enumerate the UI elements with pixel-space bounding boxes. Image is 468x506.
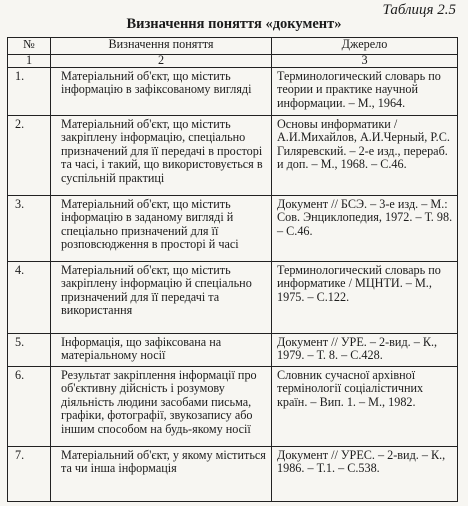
column-index: 2 bbox=[51, 55, 272, 68]
table-row bbox=[8, 334, 458, 367]
table-title: Визначення поняття «документ» bbox=[126, 16, 342, 32]
row-definition: Інформація, що зафіксована на матеріальному носії bbox=[51, 334, 272, 367]
row-number: 3. bbox=[8, 196, 51, 262]
row-source: Основы информатики / А.И.Михайлов, А.И.Черный, Р.С. Гиляревский. – 2-е изд., перераб. и доп. – М., 1968. – С.46. bbox=[272, 116, 458, 196]
table-row bbox=[8, 116, 458, 196]
header-source: Джерело bbox=[272, 38, 458, 55]
column-index: 1 bbox=[8, 55, 51, 68]
row-number: 1. bbox=[8, 68, 51, 116]
table-label: Таблиця 2.5 bbox=[382, 2, 456, 18]
table-row bbox=[8, 447, 458, 502]
row-source: Терминологический словарь по теории и практике научной информации. – М., 1964. bbox=[272, 68, 458, 116]
row-definition: Матеріальний об'єкт, що містить інформацію в зафіксованому вигляді bbox=[51, 68, 272, 116]
header-row bbox=[8, 38, 458, 55]
header-number: № bbox=[8, 38, 51, 55]
definitions-table bbox=[7, 37, 458, 502]
row-definition: Результат закріплення інформації про об'єктивну дійсність і розумову діяльність людини засобами письма, графіки, фотографії, звукозапису або іншим способом на будь-якому носії bbox=[51, 367, 272, 447]
table-row bbox=[8, 68, 458, 116]
table-row bbox=[8, 262, 458, 334]
table-row bbox=[8, 367, 458, 447]
row-definition: Матеріальний об'єкт, що містить закріплену інформацію, спеціально призначений для її передачі в просторі та часі, і такий, що використовується в суспільній практиці bbox=[51, 116, 272, 196]
column-index-row bbox=[8, 55, 458, 68]
row-source: Словник сучасної архівної термінології соціалістичних країн. – Вип. 1. – М., 1982. bbox=[272, 367, 458, 447]
column-index: 3 bbox=[272, 55, 458, 68]
table-row bbox=[8, 196, 458, 262]
row-source: Документ // УРЕС. – 2-вид. – К., 1986. – Т.1. – С.538. bbox=[272, 447, 458, 502]
row-definition: Матеріальний об'єкт, що містить інформацію в заданому вигляді й спеціально призначений для її розповсюдження в просторі й часі bbox=[51, 196, 272, 262]
row-number: 7. bbox=[8, 447, 51, 502]
row-number: 6. bbox=[8, 367, 51, 447]
row-definition: Матеріальний об'єкт, що містить закріплену інформацію й спеціально призначений для її передачі та використання bbox=[51, 262, 272, 334]
row-source: Документ // УРЕ. – 2-вид. – К., 1979. – Т. 8. – С.428. bbox=[272, 334, 458, 367]
row-definition: Матеріальний об'єкт, у якому міститься та чи інша інформація bbox=[51, 447, 272, 502]
header-definition: Визначення поняття bbox=[51, 38, 272, 55]
row-source: Документ // БСЭ. – 3-е изд. – М.: Сов. Энциклопедия, 1972. – Т. 98. – С.46. bbox=[272, 196, 458, 262]
row-number: 5. bbox=[8, 334, 51, 367]
row-number: 4. bbox=[8, 262, 51, 334]
row-number: 2. bbox=[8, 116, 51, 196]
row-source: Терминологический словарь по информатике / МЦНТИ. – М., 1975. – С.122. bbox=[272, 262, 458, 334]
